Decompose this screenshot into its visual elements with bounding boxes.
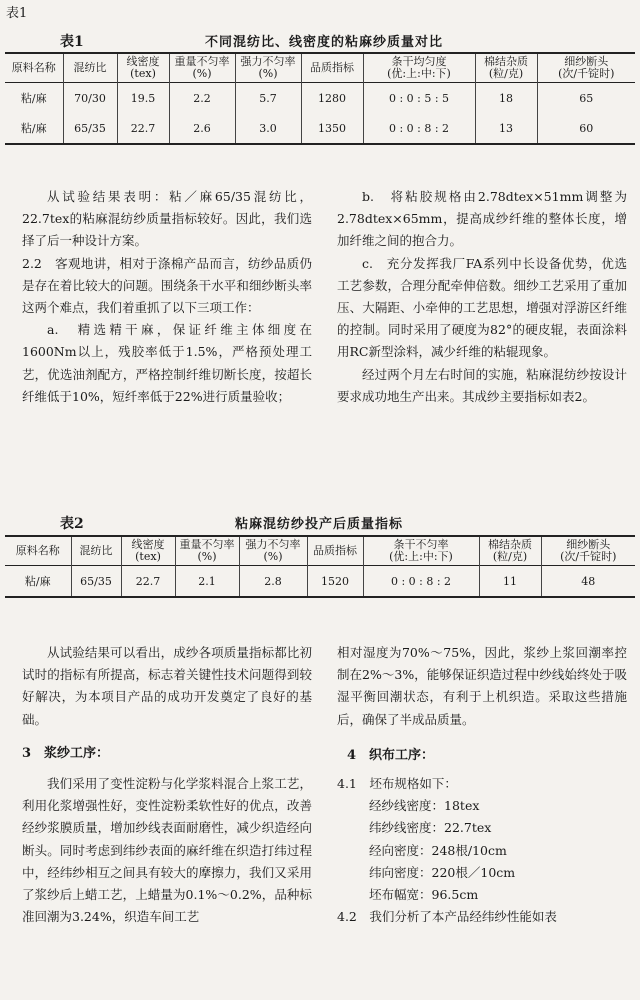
paragraph-implementation: 经过两个月左右时间的实施，粘麻混纺纱按设计要求成功地生产出来。其成纱主要指标如表2。 bbox=[337, 366, 627, 404]
table1-header-text: (次/千锭时) bbox=[558, 67, 615, 80]
spec-item bbox=[369, 840, 627, 862]
table2-header-text: 混纺比 bbox=[79, 544, 113, 557]
table2-header-cell bbox=[175, 536, 239, 566]
table1-header-cell bbox=[301, 53, 363, 83]
table2 bbox=[5, 535, 635, 598]
table1-cell: 粘/麻 bbox=[5, 83, 63, 114]
table2-header-cell bbox=[307, 536, 363, 566]
table2-header-text: 线密度 bbox=[131, 538, 165, 551]
table1-cell: 13 bbox=[475, 113, 537, 144]
paragraph-results-1: 从试验结果表明：粘／麻65/35混纺比，22.7tex的粘麻混纺纱质量指标较好。因此，我们选择了后一种设计方案。 bbox=[22, 189, 312, 249]
table2-header-text: (tex) bbox=[135, 550, 161, 563]
paragraph-sizing: 我们采用了变性淀粉与化学浆料混合上浆工艺，利用化浆增强性好，变性淀粉柔软性好的优点，改善经纱浆膜质量，增加纱线表面耐磨性，减少织造经向断头。同时考虑到纬纱表面的麻纤维在织造打纬过程中，经纬纱相互之间具有较大的摩擦力，我们又采用了浆纱后上蜡工艺，上蜡量为0.1%～0.2%，品种标准回潮为3.24%，织造车间工艺 bbox=[22, 776, 312, 925]
table1-header-cell bbox=[235, 53, 301, 83]
table2-title: 粘麻混纺纱投产后质量指标 bbox=[235, 517, 404, 532]
table2-body bbox=[5, 566, 635, 598]
spec-value: 96.5cm bbox=[431, 887, 479, 903]
table2-header-text: 原料名称 bbox=[15, 544, 60, 557]
table1-cell: 3.0 bbox=[235, 113, 301, 144]
table2-header-text: 细纱断头 bbox=[566, 538, 611, 551]
table2-row bbox=[5, 566, 635, 598]
table1-header-text: (粒/克) bbox=[488, 67, 524, 80]
table1-header-cell bbox=[537, 53, 635, 83]
table1-cell: 18 bbox=[475, 83, 537, 114]
paragraph-humidity: 相对湿度为70%～75%，因此，浆纱上浆回潮率控制在2%～3%，能够保证织造过程中纱线始终处于吸湿平衡回潮状态，有利于上机织造。采取这些措施后，确保了半成品质量。 bbox=[337, 645, 627, 727]
table2-header-text: (%) bbox=[197, 550, 217, 563]
paragraph-4-2: 4.2 我们分析了本产品经纬纱性能如表 bbox=[337, 909, 557, 925]
table2-header-row bbox=[5, 536, 635, 566]
table1-header-text: (优:上:中:下) bbox=[387, 67, 451, 80]
table2-header-text: 棉结杂质 bbox=[488, 538, 532, 551]
table1-cell: 2.6 bbox=[169, 113, 235, 144]
table2-header-text: 品质指标 bbox=[313, 544, 357, 557]
table2-header-text: (粒/克) bbox=[492, 550, 528, 563]
page-corner-label: 表1 bbox=[6, 6, 28, 21]
table2-cell: 11 bbox=[479, 566, 541, 598]
spec-value: 220根／10cm bbox=[431, 864, 516, 880]
table1-cell: 65 bbox=[579, 91, 594, 105]
table2-cell: 2.1 bbox=[175, 566, 239, 598]
spec-item bbox=[369, 862, 627, 884]
table2-header-text: (次/千锭时) bbox=[560, 550, 617, 563]
table1-caption: 表1 bbox=[60, 34, 84, 50]
spec-value: 22.7tex bbox=[444, 820, 492, 836]
spec-key: 经向密度： bbox=[369, 842, 432, 858]
table1-header-text: 重量不匀率 bbox=[174, 55, 230, 68]
spec-value: 248根/10cm bbox=[431, 842, 507, 858]
table1-cell: 22.7 bbox=[117, 113, 169, 144]
table2-header-cell bbox=[541, 536, 635, 566]
paragraph-results-2: 从试验结果可以看出，成纱各项质量指标都比初试时的指标有所提高，标志着关键性技术问题得到较好解决，为本项目产品的成功开发奠定了良好的基础。 bbox=[22, 645, 312, 727]
table2-cell: 2.8 bbox=[239, 566, 307, 598]
table2-header-text: 重量不匀率 bbox=[179, 538, 235, 551]
table1-header-text: 原料名称 bbox=[11, 61, 56, 74]
table1-header-text: (%) bbox=[192, 67, 212, 80]
spec-item bbox=[369, 884, 627, 906]
table1-cell: 60 bbox=[579, 121, 594, 135]
table2-header-text: (%) bbox=[263, 550, 283, 563]
table1-cell: 5.7 bbox=[235, 83, 301, 114]
table1-cell: 1280 bbox=[301, 83, 363, 114]
spec-item bbox=[369, 795, 627, 817]
spec-value: 18tex bbox=[444, 798, 480, 814]
table2-header-cell bbox=[479, 536, 541, 566]
table1-header-cell bbox=[363, 53, 475, 83]
table2-cell: 粘/麻 bbox=[5, 566, 71, 598]
table1-row bbox=[5, 83, 635, 114]
table1-cell: 70/30 bbox=[63, 83, 117, 114]
table2-cell: 48 bbox=[581, 574, 596, 588]
table2-header-cell bbox=[121, 536, 175, 566]
table2-cell: 1520 bbox=[307, 566, 363, 598]
table2-cell: 0 : 0 : 8 : 2 bbox=[363, 566, 479, 598]
table1-header-text: (%) bbox=[258, 67, 278, 80]
paragraph-item-a: a. 精选精干麻，保证纤维主体细度在1600Nm以上，残胶率低于1.5%，严格预处理工艺，优选油剂配方，严格控制纤维切断长度，按超长纤维低于10%，短纤率低于22%进行质量验收； bbox=[22, 322, 312, 404]
spec-key: 纬纱线密度： bbox=[369, 820, 445, 836]
table1-header-cell bbox=[5, 53, 63, 83]
paragraph-item-c: c. 充分发挥我厂FA系列中长设备优势，优选工艺参数，合理分配牵伸倍数。细纱工艺采用了重加压、大隔距、小牵伸的工艺思想，增强对浮游区纤维的控制。同时采用了硬度为82°的硬皮辊，表面涂料用RC新型涂料，减少纤维的粘辊现象。 bbox=[337, 255, 627, 360]
section-a-left-column bbox=[22, 186, 312, 408]
section-b-left-column bbox=[22, 642, 312, 928]
table2-header-text: 条干不匀率 bbox=[393, 538, 449, 551]
table2-header-cell bbox=[239, 536, 307, 566]
table1-cell: 0 : 0 : 5 : 5 bbox=[363, 83, 475, 114]
table2-header-cell bbox=[71, 536, 121, 566]
table2-header-text: (优:上:中:下) bbox=[389, 550, 453, 563]
table1-row bbox=[5, 113, 635, 144]
spec-key: 经纱线密度： bbox=[369, 798, 445, 814]
table1-cell: 19.5 bbox=[117, 83, 169, 114]
paragraph-item-b: b. 将粘胶规格由2.78dtex×51mm调整为2.78dtex×65mm，提高成纱纤维的整体长度，增加纤维之间的抱合力。 bbox=[337, 189, 627, 249]
table1-cell: 0 : 0 : 8 : 2 bbox=[363, 113, 475, 144]
table1-header-text: 强力不匀率 bbox=[240, 55, 296, 68]
table1-cell: 65/35 bbox=[63, 113, 117, 144]
table1-header-text: 混纺比 bbox=[73, 61, 107, 74]
table2-cell: 22.7 bbox=[121, 566, 175, 598]
table1-header-text: 棉结杂质 bbox=[484, 55, 528, 68]
paragraph-2-2: 2.2 客观地讲，相对于涤棉产品而言，纺纱品质仍是存在着比较大的问题。围绕条干水平和细纱断头率这两个难点，我们着重抓了以下三项工作： bbox=[22, 255, 312, 316]
table1-cell: 1350 bbox=[301, 113, 363, 144]
table1-header-text: 细纱断头 bbox=[564, 55, 609, 68]
table1-header-cell bbox=[169, 53, 235, 83]
spec-key: 坯布幅宽： bbox=[369, 887, 432, 903]
table1-body bbox=[5, 83, 635, 145]
table1-title: 不同混纺比、线密度的粘麻纱质量对比 bbox=[205, 35, 444, 50]
table2-caption: 表2 bbox=[60, 516, 84, 532]
table2-header-cell bbox=[5, 536, 71, 566]
table2-cell: 65/35 bbox=[71, 566, 121, 598]
table2-header-cell bbox=[363, 536, 479, 566]
table1-cell: 粘/麻 bbox=[5, 113, 63, 144]
section-a-right-column bbox=[337, 186, 627, 408]
table1-header-cell bbox=[117, 53, 169, 83]
spec-item bbox=[369, 817, 627, 839]
table2-header-text: 强力不匀率 bbox=[245, 538, 301, 551]
heading-sizing: 3 浆纱工序： bbox=[22, 745, 110, 761]
table1-header-row bbox=[5, 53, 635, 83]
spec-key: 纬向密度： bbox=[369, 864, 432, 880]
table1-header-text: 线密度 bbox=[126, 55, 160, 68]
section-b-right-column bbox=[337, 642, 627, 928]
spec-intro: 4.1 坯布规格如下： bbox=[337, 776, 457, 792]
table1-header-text: (tex) bbox=[130, 67, 156, 80]
heading-weaving: 4 织布工序： bbox=[347, 747, 435, 763]
table1-header-cell bbox=[475, 53, 537, 83]
fabric-spec-list bbox=[337, 795, 627, 906]
table1-cell: 2.2 bbox=[169, 83, 235, 114]
table1-header-text: 条干均匀度 bbox=[391, 55, 447, 68]
table1-header-cell bbox=[63, 53, 117, 83]
table1 bbox=[5, 52, 635, 145]
table1-header-text: 品质指标 bbox=[310, 61, 354, 74]
